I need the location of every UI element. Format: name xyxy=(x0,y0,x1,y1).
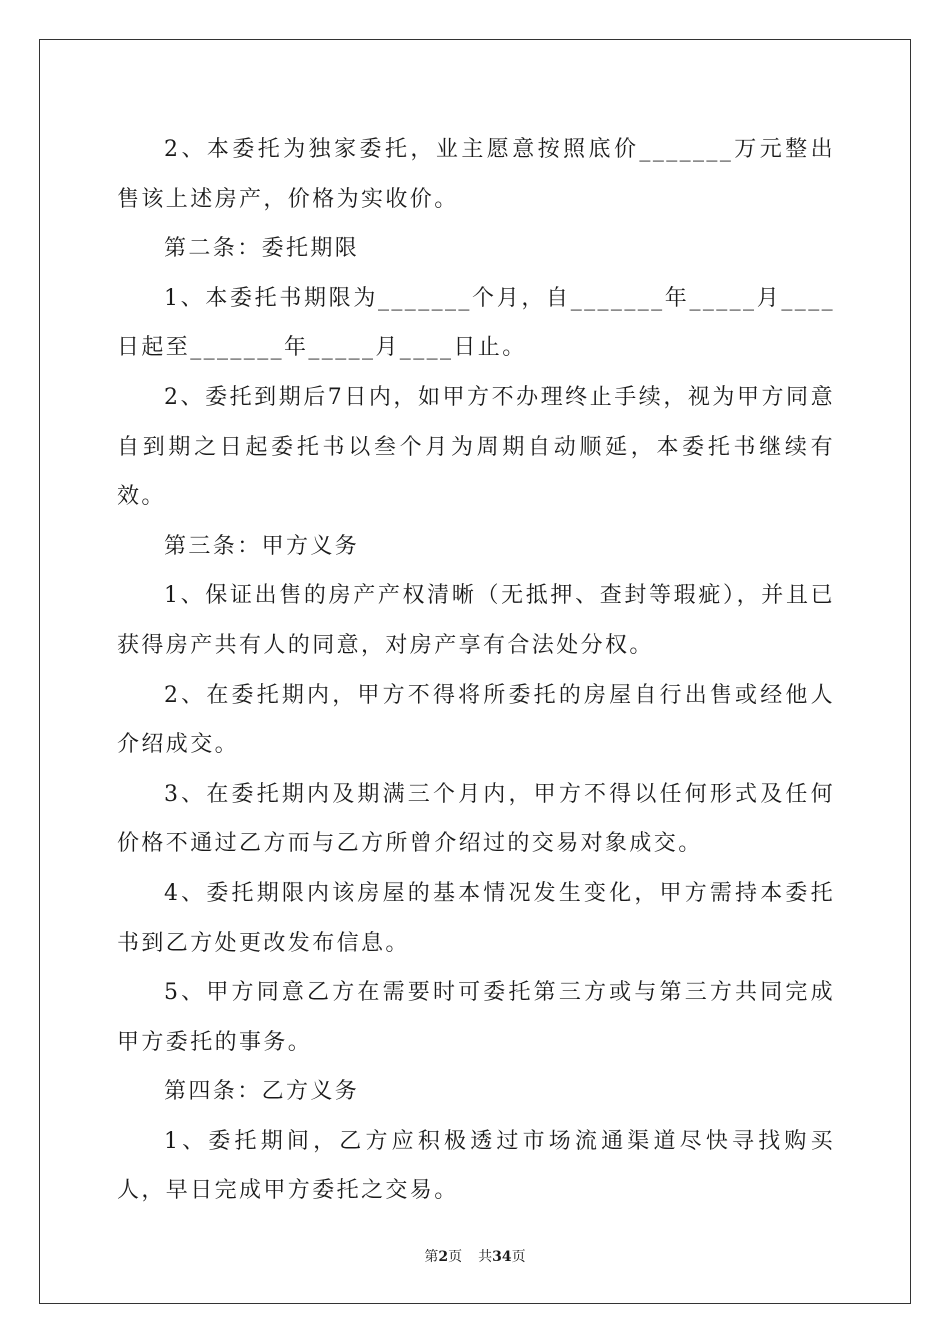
clause-1-title-clear: 1、保证出售的房产产权清晰（无抵押、查封等瑕疵），并且已获得房产共有人的同意，对房产享有合法处分权。 xyxy=(117,583,835,658)
document-body xyxy=(117,125,835,1216)
section-heading-2: 第二条：委托期限 xyxy=(164,236,360,262)
page-current-number: 2 xyxy=(438,1249,449,1265)
clause-2-exclusive-price: 2、本委托为独家委托，业主愿意按照底价_______万元整出售该上述房产，价格为实收价。 xyxy=(117,137,835,212)
clause-1-find-buyer: 1、委托期间，乙方应积极透过市场流通渠道尽快寻找购买人，早日完成甲方委托之交易。 xyxy=(117,1128,835,1204)
clause-3-no-bypass: 3、在委托期内及期满三个月内，甲方不得以任何形式及任何价格不通过乙方而与乙方所曾介绍过的交易对象成交。 xyxy=(117,781,835,857)
clause-5-third-party: 5、甲方同意乙方在需要时可委托第三方或与第三方共同完成甲方委托的事务。 xyxy=(117,980,835,1055)
total-unit: 页 xyxy=(511,1249,526,1265)
page-total-number: 34 xyxy=(492,1249,512,1265)
clause-2-auto-renew: 2、委托到期后7日内，如甲方不办理终止手续，视为甲方同意自到期之日起委托书以叁个月为周期自动顺延，本委托书继续有效。 xyxy=(117,384,835,510)
clause-2-no-self-sale: 2、在委托期内，甲方不得将所委托的房屋自行出售或经他人介绍成交。 xyxy=(117,682,835,758)
section-heading-3: 第三条：甲方义务 xyxy=(164,533,360,559)
section-heading-4: 第四条：乙方义务 xyxy=(164,1079,360,1105)
total-prefix: 共 xyxy=(478,1249,493,1265)
clause-1-term: 1、本委托书期限为_______个月，自_______年_____月____日起至_______年_____月____日止。 xyxy=(117,285,835,361)
page-prefix: 第 xyxy=(424,1249,439,1265)
page-unit: 页 xyxy=(448,1249,463,1265)
page-footer xyxy=(0,1246,950,1266)
clause-4-change-info: 4、委托期限内该房屋的基本情况发生变化，甲方需持本委托书到乙方处更改发布信息。 xyxy=(117,880,835,956)
